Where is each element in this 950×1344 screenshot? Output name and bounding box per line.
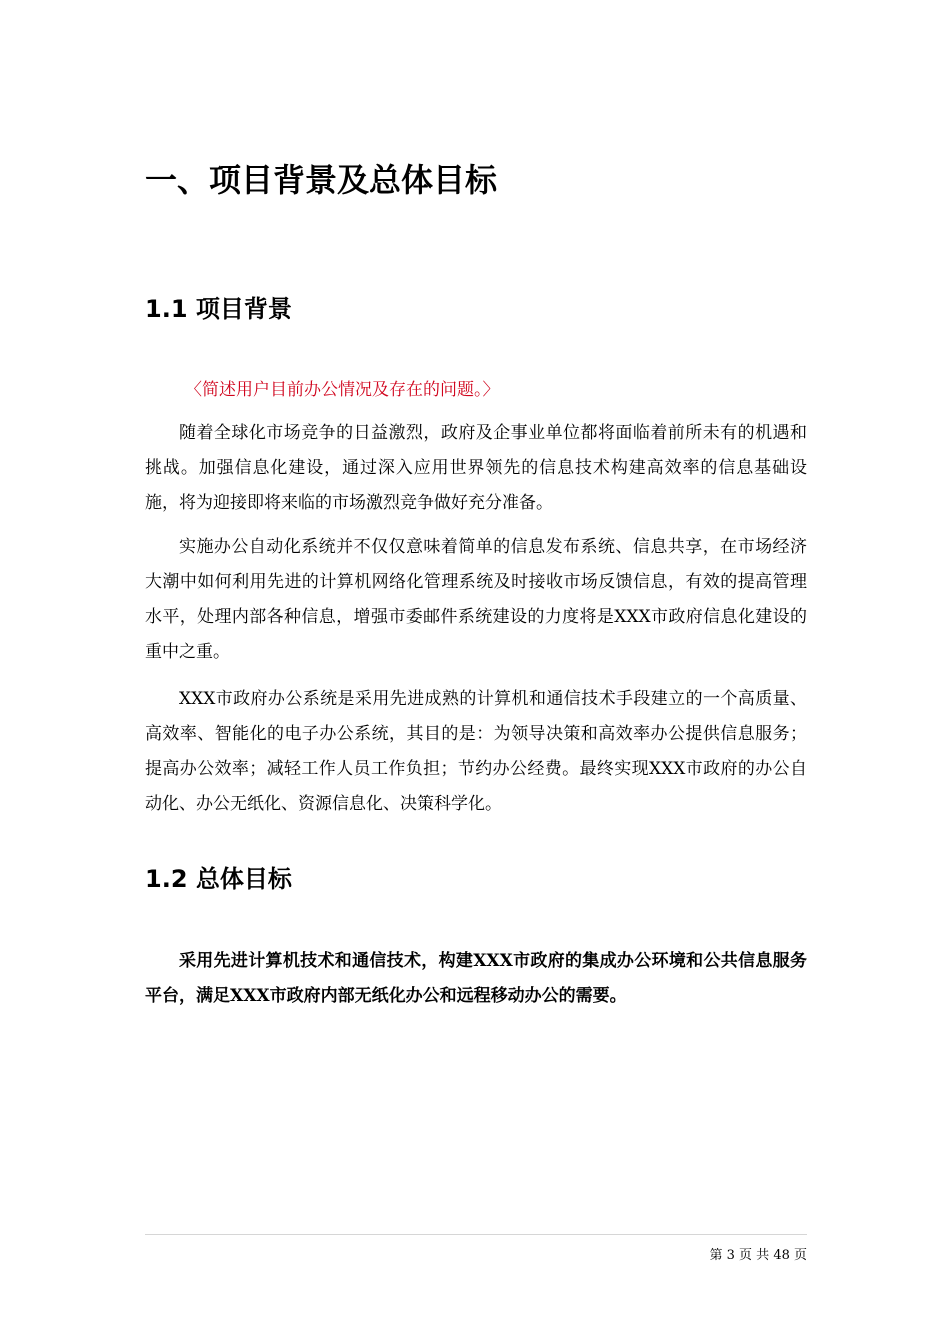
section-heading-goals: 1.2 总体目标 [145,865,292,893]
paragraph-background-2: 实施办公自动化系统并不仅仅意味着简单的信息发布系统、信息共享，在市场经济大潮中如何利用先进的计算机网络化管理系统及时接收市场反馈信息，有效的提高管理水平，处理内部各种信息，增强市委邮件系统建设的力度将是XXX市政府信息化建设的重中之重。 [145,537,807,662]
paragraph-background-3: XXX市政府办公系统是采用先进成熟的计算机和通信技术手段建立的一个高质量、高效率、智能化的电子办公系统，其目的是：为领导决策和高效率办公提供信息服务；提高办公效率；减轻工作人员工作负担；节约办公经费。最终实现XXX市政府的办公自动化、办公无纸化、资源信息化、决策科学化。 [145,689,807,814]
editor-note: 〈简述用户目前办公情况及存在的问题。〉 [185,380,500,400]
page-number: 第 3 页 共 48 页 [709,1248,807,1263]
footer-divider [145,1234,807,1235]
section-heading-background: 1.1 项目背景 [145,295,292,323]
chapter-heading: 一、项目背景及总体目标 [145,161,498,199]
paragraph-goals: 采用先进计算机技术和通信技术，构建XXX市政府的集成办公环境和公共信息服务平台，满足XXX市政府内部无纸化办公和远程移动办公的需要。 [145,951,807,1006]
paragraph-background-1: 随着全球化市场竞争的日益激烈，政府及企事业单位都将面临着前所未有的机遇和挑战。加强信息化建设，通过深入应用世界领先的信息技术构建高效率的信息基础设施，将为迎接即将来临的市场激烈竞争做好充分准备。 [145,423,807,513]
